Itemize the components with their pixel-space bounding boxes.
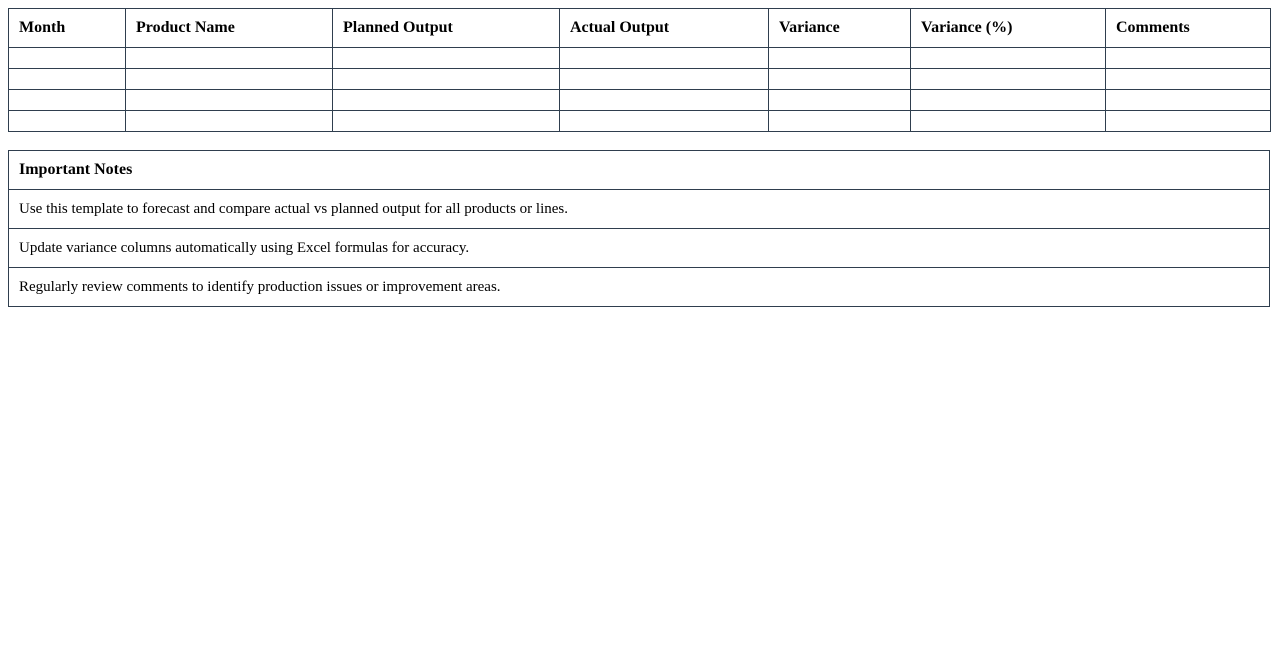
table-cell[interactable] xyxy=(560,111,769,132)
column-header-comments: Comments xyxy=(1106,9,1271,48)
column-header-product-name: Product Name xyxy=(126,9,333,48)
table-cell[interactable] xyxy=(1106,69,1271,90)
column-header-variance: Variance xyxy=(769,9,911,48)
column-header-actual-output: Actual Output xyxy=(560,9,769,48)
table-row xyxy=(9,48,1271,69)
notes-row xyxy=(9,268,1270,307)
table-cell[interactable] xyxy=(560,48,769,69)
table-cell[interactable] xyxy=(769,90,911,111)
table-cell[interactable] xyxy=(560,90,769,111)
table-cell[interactable] xyxy=(911,48,1106,69)
table-row xyxy=(9,90,1271,111)
table-cell[interactable] xyxy=(9,90,126,111)
table-cell[interactable] xyxy=(1106,111,1271,132)
table-cell[interactable] xyxy=(911,90,1106,111)
table-cell[interactable] xyxy=(911,111,1106,132)
important-notes-table xyxy=(8,150,1270,307)
table-cell[interactable] xyxy=(126,111,333,132)
note-item: Use this template to forecast and compare actual vs planned output for all products or lines. xyxy=(9,190,1270,229)
column-header-variance-percent: Variance (%) xyxy=(911,9,1106,48)
table-cell[interactable] xyxy=(911,69,1106,90)
table-row xyxy=(9,69,1271,90)
table-cell[interactable] xyxy=(9,69,126,90)
table-cell[interactable] xyxy=(769,69,911,90)
table-cell[interactable] xyxy=(769,48,911,69)
note-item: Regularly review comments to identify production issues or improvement areas. xyxy=(9,268,1270,307)
table-row xyxy=(9,111,1271,132)
notes-row xyxy=(9,229,1270,268)
notes-row xyxy=(9,190,1270,229)
table-cell[interactable] xyxy=(9,48,126,69)
notes-header-row xyxy=(9,151,1270,190)
table-cell[interactable] xyxy=(1106,90,1271,111)
table-cell[interactable] xyxy=(126,90,333,111)
notes-title: Important Notes xyxy=(9,151,1270,190)
table-cell[interactable] xyxy=(333,48,560,69)
note-item: Update variance columns automatically using Excel formulas for accuracy. xyxy=(9,229,1270,268)
table-cell[interactable] xyxy=(769,111,911,132)
table-cell[interactable] xyxy=(9,111,126,132)
table-cell[interactable] xyxy=(333,90,560,111)
table-header-row xyxy=(9,9,1271,48)
column-header-month: Month xyxy=(9,9,126,48)
table-cell[interactable] xyxy=(560,69,769,90)
table-cell[interactable] xyxy=(126,69,333,90)
table-cell[interactable] xyxy=(333,69,560,90)
production-output-table xyxy=(8,8,1271,132)
table-cell[interactable] xyxy=(1106,48,1271,69)
table-cell[interactable] xyxy=(126,48,333,69)
table-cell[interactable] xyxy=(333,111,560,132)
column-header-planned-output: Planned Output xyxy=(333,9,560,48)
